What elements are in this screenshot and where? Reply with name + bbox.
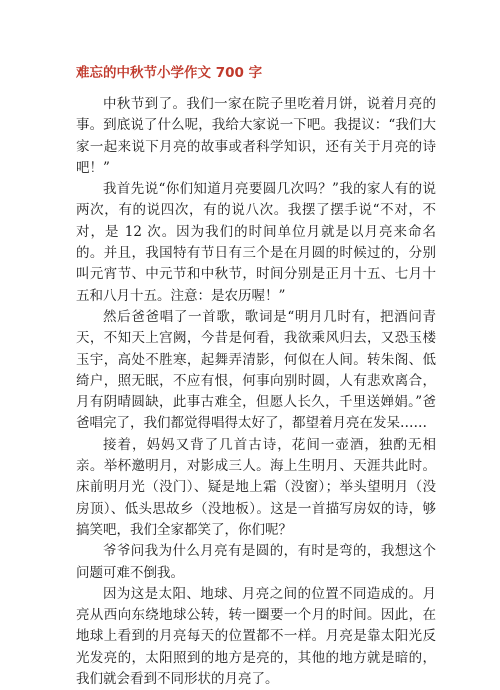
article-body [76,94,436,690]
paragraph: 我首先说“你们知道月亮要圆几次吗？”我的家人有的说两次，有的说四次，有的说八次。我摆了摆手说“不对，不对，是 12 次。因为我们的时间单位月就是以月亮来命名的。并且，我国特有节日有三个是在月圆的时候过的，分别叫元宵节、中元节和中秋节，时间分别是正月十五、七月十五和八月十五。注意：是农历喔！” [76,181,436,304]
paragraph: 接着，妈妈又背了几首古诗，花间一壶酒，独酌无相亲。举杯邀明月，对影成三人。海上生明月、天涯共此时。床前明月光（没门）、疑是地上霜（没窗）；举头望明月（没房顶）、低头思故乡（没地板）。这是一首描写房奴的诗，够搞笑吧，我们全家都笑了，你们呢？ [76,436,436,538]
paragraph: 然后爸爸唱了一首歌，歌词是“明月几时有，把酒问青天，不知天上宫阙，今昔是何看，我欲乘风归去，又恐玉楼玉宇，高处不胜寒，起舞弄清影，何似在人间。转朱阁、低绮户，照无眠，不应有恨，何事向别时圆，人有悲欢离合，月有阴晴圆缺，此事古难全，但愿人长久，千里送婵娟。”爸爸唱完了，我们都觉得唱得太好了，都望着月亮在发呆…… [76,308,436,432]
article-title: 难忘的中秋节小学作文 700 字 [76,65,263,81]
paragraph: 因为这是太阳、地球、月亮之间的位置不同造成的。月亮从西向东绕地球公转，转一圈要一个月的时间。因此，在地球上看到的月亮每天的位置都不一样。月亮是靠太阳光反光发亮的，太阳照到的地方是亮的，其他的地方就是暗的，我们就会看到不同形状的月亮了。 [76,585,436,688]
paragraph: 中秋节到了。我们一家在院子里吃着月饼，说着月亮的事。到底说了什么呢，我给大家说一下吧。我提议：“我们大家一起来说下月亮的故事或者科学知识，还有关于月亮的诗吧！” [76,96,436,176]
paragraph: 爷爷问我为什么月亮有是圆的，有时是弯的，我想这个问题可难不倒我。 [76,543,436,581]
